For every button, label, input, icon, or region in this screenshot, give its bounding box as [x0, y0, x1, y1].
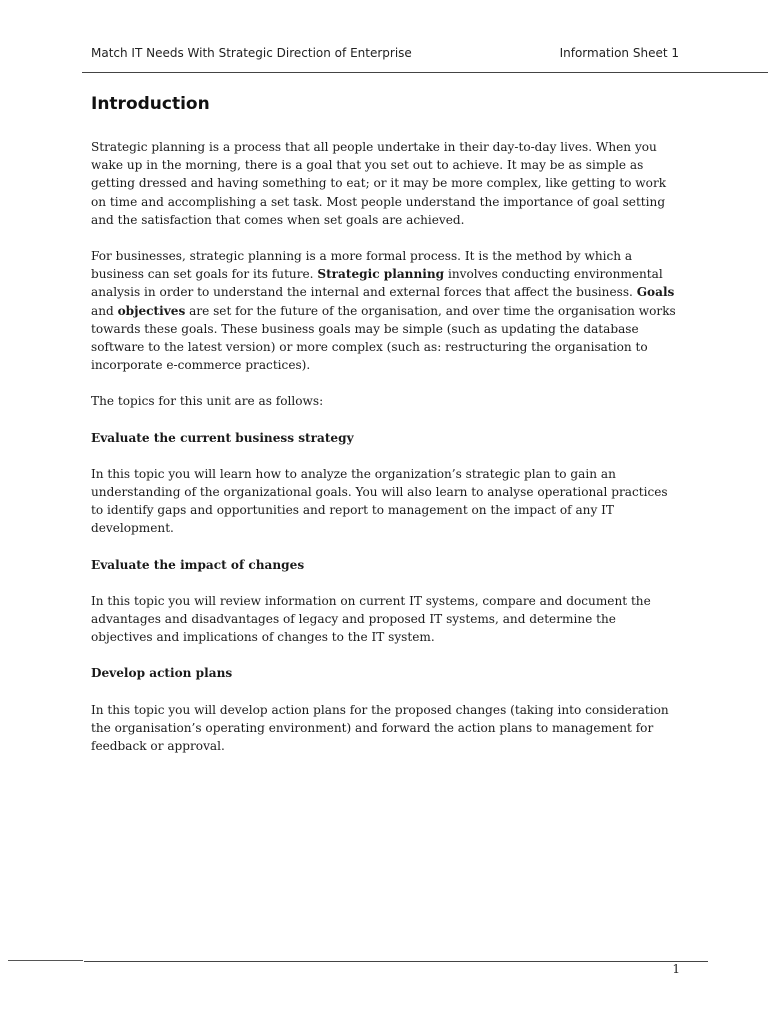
- term-goals: Goals: [636, 285, 675, 300]
- topics-intro: The topics for this unit are as follows:: [91, 394, 324, 409]
- document-body: [91, 138, 679, 773]
- topic-heading-action-plans: Develop action plans: [91, 666, 233, 681]
- topic-text-impact-of-changes: In this topic you will review information on current IT systems, compare and document the advantages and disadvantages of legacy and proposed IT systems, and determine the objectives and implications of changes to the IT system.: [91, 593, 651, 645]
- header-document-title: Match IT Needs With Strategic Direction of Enterprise: [91, 46, 412, 60]
- business-paragraph-text-a: For businesses, strategic planning is a more formal process. It is the method by which a business can set goals for its future.: [91, 249, 633, 282]
- running-header: [91, 46, 679, 60]
- section-title: Introduction: [91, 94, 210, 114]
- business-paragraph-text-e: are set for the future of the organisation, and over time the organisation works towards these goals. These business goals may be simple (such as updating the database software to the latest version) or more complex (such as: restructuring the organisation to incorporate e-commerce practices).: [91, 303, 676, 373]
- header-divider: [82, 72, 768, 73]
- topic-text-business-strategy: In this topic you will learn how to analyze the organization’s strategic plan to gain an understanding of the organizational goals. You will also learn to analyse operational practices to identify gaps and opportunities and report to management on the impact of any IT development.: [91, 466, 668, 536]
- topic-heading-impact-of-changes: Evaluate the impact of changes: [91, 557, 305, 572]
- business-paragraph-text-d: and: [91, 303, 118, 318]
- topic-text-action-plans: In this topic you will develop action plans for the proposed changes (taking into consideration the organisation’s operating environment) and forward the action plans to management for feedback or approval.: [91, 702, 669, 754]
- business-paragraph-text-c: involves conducting environmental analysis in order to understand the internal and external forces that affect the business.: [91, 267, 663, 300]
- footer-divider-stub: [8, 960, 83, 961]
- page-number: 1: [672, 962, 680, 976]
- business-paragraph: [91, 247, 679, 374]
- term-strategic-planning: Strategic planning: [317, 267, 445, 282]
- footer-divider: [84, 961, 708, 962]
- topic-heading-business-strategy: Evaluate the current business strategy: [91, 430, 354, 445]
- term-objectives: objectives: [117, 303, 186, 318]
- intro-paragraph: Strategic planning is a process that all people undertake in their day-to-day lives. When you wake up in the morning, there is a goal that you set out to achieve. It may be as simple as getting dressed and having something to eat; or it may be more complex, like getting to work on time and accomplishing a set task. Most people understand the importance of goal setting and the satisfaction that comes when set goals are achieved.: [91, 140, 667, 227]
- header-sheet-label: Information Sheet 1: [559, 46, 679, 60]
